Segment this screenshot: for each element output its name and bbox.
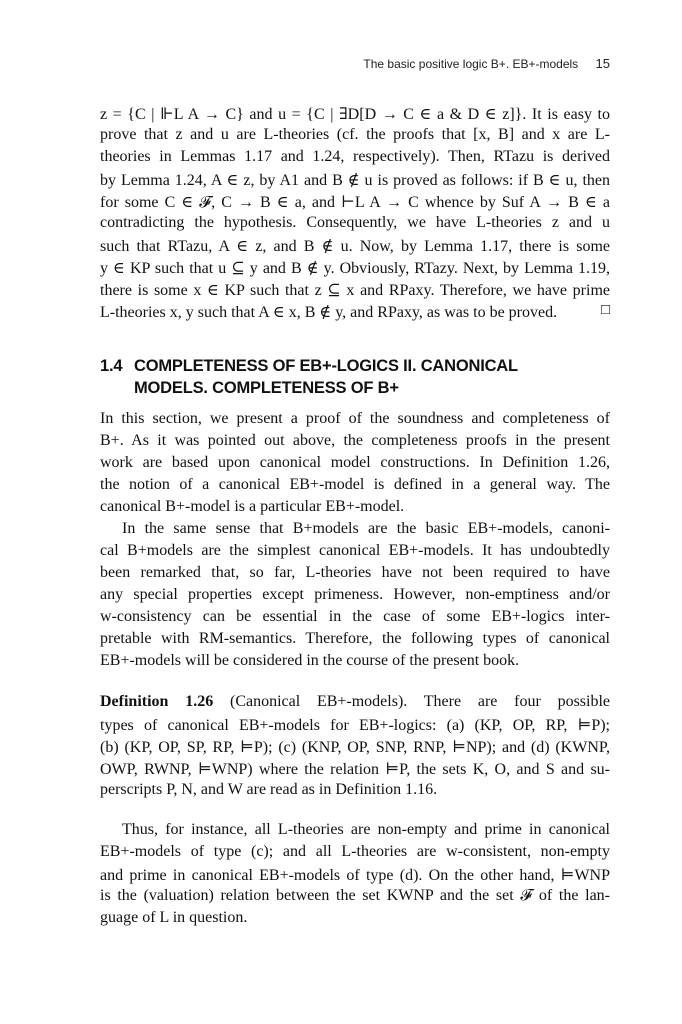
definition-label: Definition 1.26: [100, 693, 214, 710]
text-line: Thus, for instance, all L-theories are non-empty and prime in canonical: [122, 821, 610, 838]
text-line: EB+-models of type (c); and all L-theories are w-consistent, non-empty: [100, 843, 610, 860]
closing-paragraph: [100, 821, 610, 931]
text-line: the notion of a canonical EB+-model is defined in a general way. The: [100, 476, 610, 493]
text-line: L-theories x, y such that A ∈ x, B ∉ y, and RPaxy, as was to be proved.: [100, 304, 558, 321]
text-line: theories in Lemmas 1.17 and 1.24, respectively). Then, RTazu is derived: [100, 148, 610, 165]
text-line: OWP, RWNP, ⊨WNP) where the relation ⊨P, the sets K, O, and S and su-: [100, 761, 610, 778]
definition-block: [100, 693, 610, 803]
text-line: In the same sense that B+models are the basic EB+-models, canoni-: [122, 520, 610, 537]
text-line: canonical B+-model is a particular EB+-model.: [100, 498, 405, 515]
section-title-line1: COMPLETENESS OF EB+-LOGICS II. CANONICAL: [134, 357, 518, 375]
text-line: cal B+models are the simplest canonical EB+-models. It has undoubtedly: [100, 542, 610, 559]
text-line: In this section, we present a proof of the soundness and completeness of: [100, 410, 610, 427]
page-number: 15: [595, 56, 610, 71]
text-line: B+. As it was pointed out above, the completeness proofs in the present: [100, 432, 610, 449]
text-line: prove that z and u are L-theories (cf. the proofs that [x, B] and x are L-: [100, 126, 610, 143]
section-number: 1.4: [100, 357, 123, 375]
text-line: such that RTazu, A ∈ z, and B ∉ u. Now, by Lemma 1.17, there is some: [100, 238, 610, 255]
proof-continuation: [100, 104, 610, 324]
text-line: and prime in canonical EB+-models of type (d). On the other hand, ⊨WNP: [100, 867, 610, 884]
text-line: types of canonical EB+-models for EB+-logics: (a) (KP, OP, RP, ⊨P);: [100, 717, 610, 734]
text-line: There are four possible: [423, 693, 611, 710]
text-line: contradicting the hypothesis. Consequently, we have L-theories z and u: [100, 214, 610, 231]
text-line: y ∈ KP such that u ⊆ y and B ∉ y. Obviously, RTazy. Next, by Lemma 1.19,: [100, 260, 610, 277]
qed-symbol: □: [600, 302, 610, 318]
text-line: been remarked that, so far, L-theories have not been required to have: [100, 564, 610, 581]
text-line: (b) (KP, OP, SP, RP, ⊨P); (c) (KNP, OP, SNP, RNP, ⊨NP); and (d) (KWNP,: [100, 739, 610, 756]
text-line: by Lemma 1.24, A ∈ z, by A1 and B ∉ u is proved as follows: if B ∈ u, then: [100, 172, 610, 189]
section-title-line2: MODELS. COMPLETENESS OF B+: [134, 379, 399, 397]
text-line: w-consistency can be essential in the case of some EB+-logics inter-: [100, 608, 610, 625]
section-heading: [100, 355, 610, 399]
running-head: [100, 56, 610, 71]
text-line: z = {C | ⊩L A → C} and u = {C | ∃D[D → C ∈ a & D ∈ z]}. It is easy to: [100, 106, 610, 123]
text-line: there is some x ∈ KP such that z ⊆ x and RPaxy. Therefore, we have prime: [100, 282, 610, 299]
text-line: perscripts P, N, and W are read as in Definition 1.16.: [100, 781, 438, 798]
running-head-title: The basic positive logic B+. EB+-models: [363, 57, 579, 71]
text-line: is the (valuation) relation between the set KWNP and the set 𝓕 of the lan-: [100, 887, 610, 904]
text-line: EB+-models will be considered in the course of the present book.: [100, 652, 520, 669]
text-line: for some C ∈ 𝓕, C → B ∈ a, and ⊢L A → C whence by Suf A → B ∈ a: [100, 194, 610, 211]
text-line: any special properties except primeness. However, non-emptiness and/or: [100, 586, 610, 603]
intro-paragraphs: [100, 410, 610, 674]
text-line: guage of L in question.: [100, 909, 248, 926]
text-line: pretable with RM-semantics. Therefore, the following types of canonical: [100, 630, 610, 647]
book-page: [100, 0, 610, 1024]
definition-first-line: [100, 693, 610, 715]
text-line-last: [100, 302, 610, 324]
definition-title: (Canonical EB+-models).: [229, 693, 408, 710]
text-line: work are based upon canonical model constructions. In Definition 1.26,: [100, 454, 610, 471]
